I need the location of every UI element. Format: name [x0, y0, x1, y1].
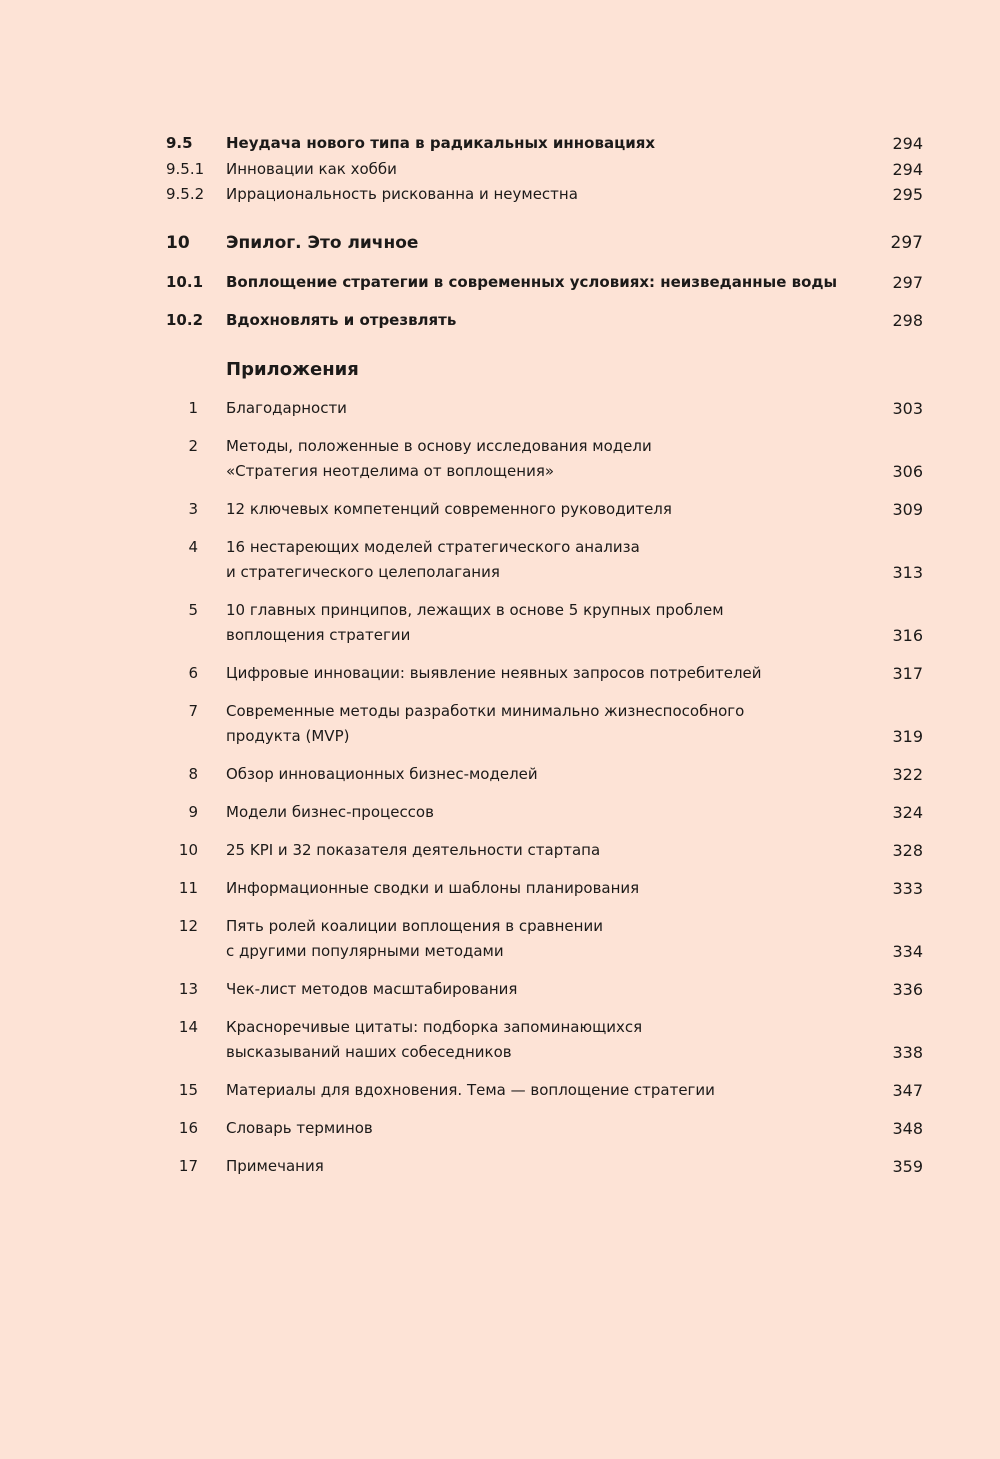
section-number: 9.5.2 — [166, 185, 205, 203]
appendix-number: 1 — [188, 399, 198, 417]
appendix-title-line: Материалы для вдохновения. Тема — воплощение стратегии — [226, 1081, 715, 1099]
page-number: 348 — [892, 1119, 923, 1138]
appendix-title-line: 25 KPI и 32 показателя деятельности стартапа — [226, 841, 601, 859]
page-number: 328 — [892, 841, 923, 860]
section-title: Инновации как хобби — [226, 160, 397, 178]
appendix-title-line: Благодарности — [226, 399, 347, 417]
page-number: 333 — [892, 879, 923, 898]
appendix-title-line: Пять ролей коалиции воплощения в сравнении — [226, 917, 603, 935]
appendix-number: 15 — [178, 1081, 198, 1099]
appendix-number: 16 — [178, 1119, 198, 1137]
appendix-number: 17 — [178, 1157, 198, 1175]
appendix-heading: Приложения — [226, 359, 359, 380]
page-number: 334 — [892, 942, 923, 961]
section-title: Неудача нового типа в радикальных инновациях — [226, 134, 656, 152]
section-title: Воплощение стратегии в современных условиях: неизведанные воды — [226, 273, 838, 291]
appendix-number: 7 — [188, 702, 198, 720]
section-number: 10.2 — [166, 311, 204, 329]
page-number: 316 — [892, 626, 923, 645]
page-number: 336 — [892, 980, 923, 999]
section-number: 10.1 — [166, 273, 204, 291]
page-number: 317 — [892, 664, 923, 683]
chapter-number: 10 — [166, 233, 190, 253]
page-number: 338 — [892, 1043, 923, 1062]
page-number: 298 — [892, 311, 923, 330]
appendix-title-line: 12 ключевых компетенций современного руководителя — [226, 500, 672, 518]
appendix-title-line: Красноречивые цитаты: подборка запоминающихся — [226, 1018, 643, 1036]
page-number: 295 — [892, 185, 923, 204]
page-number: 297 — [890, 233, 923, 253]
appendix-title-line: 10 главных принципов, лежащих в основе 5 крупных проблем — [226, 601, 724, 619]
appendix-title-line: Модели бизнес-процессов — [226, 803, 434, 821]
page-number: 294 — [892, 160, 923, 179]
page-number: 309 — [892, 500, 923, 519]
appendix-title-line: высказываний наших собеседников — [226, 1043, 512, 1061]
page-number: 303 — [892, 399, 923, 418]
section-number: 9.5 — [166, 134, 193, 152]
appendix-number: 13 — [178, 980, 198, 998]
page-number: 306 — [892, 462, 923, 481]
appendix-title-line: и стратегического целеполагания — [226, 563, 500, 581]
section-title: Вдохновлять и отрезвлять — [226, 311, 457, 329]
appendix-title-line: Обзор инновационных бизнес-моделей — [226, 765, 538, 783]
appendix-number: 2 — [188, 437, 198, 455]
appendix-title-line: Методы, положенные в основу исследования модели — [226, 437, 652, 455]
appendix-number: 6 — [188, 664, 198, 682]
page-number: 294 — [892, 134, 923, 153]
appendix-title-line: Цифровые инновации: выявление неявных запросов потребителей — [226, 664, 762, 682]
page-number: 347 — [892, 1081, 923, 1100]
appendix-number: 10 — [178, 841, 198, 859]
appendix-number: 14 — [178, 1018, 198, 1036]
page-number: 322 — [892, 765, 923, 784]
appendix-title-line: Чек-лист методов масштабирования — [226, 980, 518, 998]
page-number: 319 — [892, 727, 923, 746]
page-number: 297 — [892, 273, 923, 292]
section-title: Иррациональность рискованна и неуместна — [226, 185, 578, 203]
appendix-number: 3 — [188, 500, 198, 518]
appendix-title-line: воплощения стратегии — [226, 626, 411, 644]
appendix-title-line: «Стратегия неотделима от воплощения» — [226, 462, 555, 480]
appendix-number: 11 — [178, 879, 198, 897]
appendix-title-line: Словарь терминов — [226, 1119, 373, 1137]
appendix-number: 9 — [188, 803, 198, 821]
appendix-number: 4 — [188, 538, 198, 556]
appendix-number: 12 — [178, 917, 198, 935]
section-number: 9.5.1 — [166, 160, 205, 178]
page-number: 359 — [892, 1157, 923, 1176]
appendix-title-line: Информационные сводки и шаблоны планирования — [226, 879, 640, 897]
appendix-number: 5 — [188, 601, 198, 619]
page-number: 313 — [892, 563, 923, 582]
page-number: 324 — [892, 803, 923, 822]
appendix-title-line: продукта (MVP) — [226, 727, 350, 745]
appendix-title-line: 16 нестареющих моделей стратегического анализа — [226, 538, 640, 556]
appendix-number: 8 — [188, 765, 198, 783]
appendix-title-line: Современные методы разработки минимально жизнеспособного — [226, 702, 745, 720]
appendix-title-line: с другими популярными методами — [226, 942, 504, 960]
chapter-title: Эпилог. Это личное — [226, 233, 419, 253]
appendix-title-line: Примечания — [226, 1157, 324, 1175]
